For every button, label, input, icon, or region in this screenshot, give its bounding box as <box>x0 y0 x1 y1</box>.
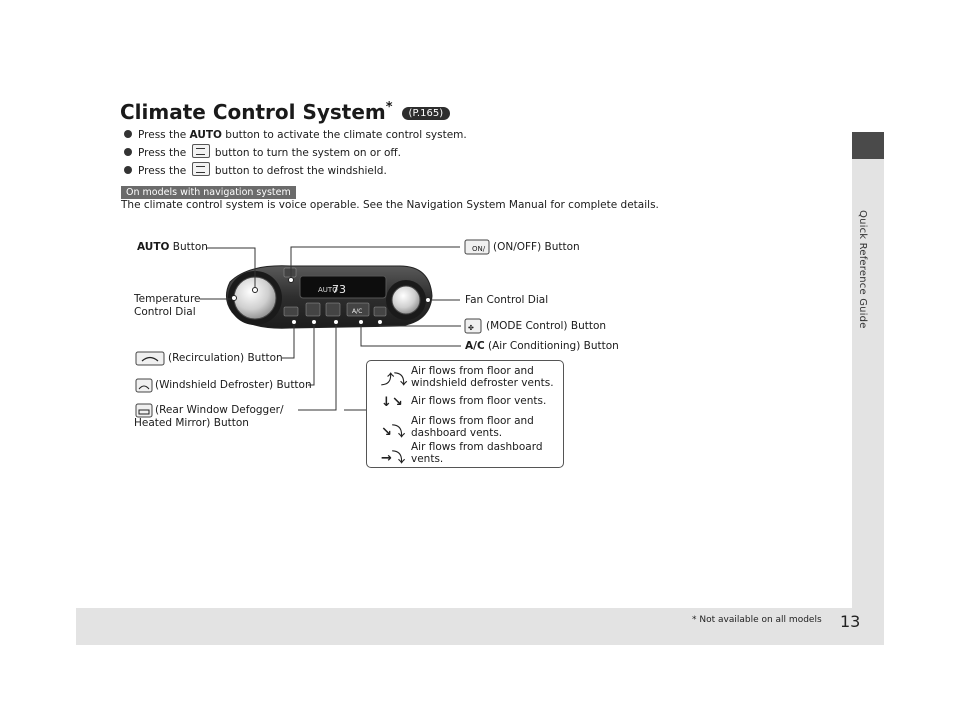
legend-item <box>411 365 561 389</box>
title-star: * <box>385 100 393 115</box>
legend-item <box>411 395 561 407</box>
callout-text: Heated Mirror) Button <box>134 417 249 429</box>
navigation-models-badge: On models with navigation system <box>121 186 296 199</box>
title-text: Climate Control System <box>120 100 386 124</box>
callout-text: (Rear Window Defogger/ <box>155 404 284 416</box>
floor-defrost-icon: ⤴⤵ <box>381 373 408 388</box>
airflow-legend <box>366 360 564 468</box>
callout-text: Button <box>169 241 208 253</box>
legend-text: Air flows from floor vents. <box>411 395 547 407</box>
bullet-text: button to activate the climate control system. <box>221 129 467 141</box>
svg-text:ON/: ON/ <box>472 245 486 253</box>
legend-text: Air flows from dashboard <box>411 441 543 453</box>
mode-panel-button <box>374 307 386 316</box>
callout-text: Temperature <box>134 293 201 305</box>
floor-dash-icon: ↘⤵ <box>381 425 405 440</box>
legend-text: vents. <box>411 453 444 465</box>
ac-panel-label: A/C <box>352 308 363 315</box>
bullet-text: button to defrost the windshield. <box>211 165 387 177</box>
recirculation-icon <box>136 352 164 365</box>
bullet-text: button to turn the system on or off. <box>211 147 401 159</box>
footnote: * Not available on all models <box>692 615 822 625</box>
on-off-panel-button <box>284 268 296 277</box>
rear-defogger-button-label <box>134 404 284 430</box>
dash-icon: →⤵ <box>381 451 405 466</box>
recirculation-button-label: (Recirculation) Button <box>168 352 283 364</box>
front-defrost-panel-button <box>306 303 320 316</box>
recirc-panel-button <box>284 307 298 316</box>
rear-defrost-panel-button <box>326 303 340 316</box>
legend-item <box>411 415 561 439</box>
display-temp-text: 73 <box>332 283 346 296</box>
legend-text: windshield defroster vents. <box>411 377 554 389</box>
windshield-defroster-button-label: (Windshield Defroster) Button <box>155 379 312 391</box>
fan-dial-label: Fan Control Dial <box>465 294 549 306</box>
page-reference-link[interactable]: (P.165) <box>402 107 451 120</box>
legend-text: Air flows from floor and <box>411 415 534 427</box>
legend-text: dashboard vents. <box>411 427 503 439</box>
ac-button-label <box>465 340 619 353</box>
auto-key-text: AUTO <box>137 241 170 253</box>
display-auto-text: AUTO <box>318 286 338 294</box>
temperature-dial-label <box>134 293 201 319</box>
legend-text: Air flows from floor and <box>411 365 534 377</box>
callout-text: Control Dial <box>134 306 196 318</box>
on-off-button-label: (ON/OFF) Button <box>493 241 580 253</box>
floor-icon: ↓↘ <box>381 395 403 410</box>
bullet-text: Press the <box>138 129 190 141</box>
auto-button-label <box>137 241 208 254</box>
voice-note: The climate control system is voice operable. See the Navigation System Manual for complete details. <box>121 199 659 211</box>
bullet-text: Press the <box>138 147 190 159</box>
legend-item <box>411 441 561 465</box>
fan-dial-knob <box>392 286 420 314</box>
auto-key-text: AUTO <box>189 129 222 141</box>
callout-text: (Air Conditioning) Button <box>484 340 619 352</box>
section-label: Quick Reference Guide <box>857 210 868 329</box>
page-reference-text: P.165 <box>412 108 440 119</box>
bullet-text: Press the <box>138 165 190 177</box>
page-number: 13 <box>840 612 861 631</box>
mode-button-label: (MODE Control) Button <box>486 320 607 332</box>
ac-key-text: A/C <box>465 340 485 352</box>
svg-text:✤: ✤ <box>468 324 474 332</box>
